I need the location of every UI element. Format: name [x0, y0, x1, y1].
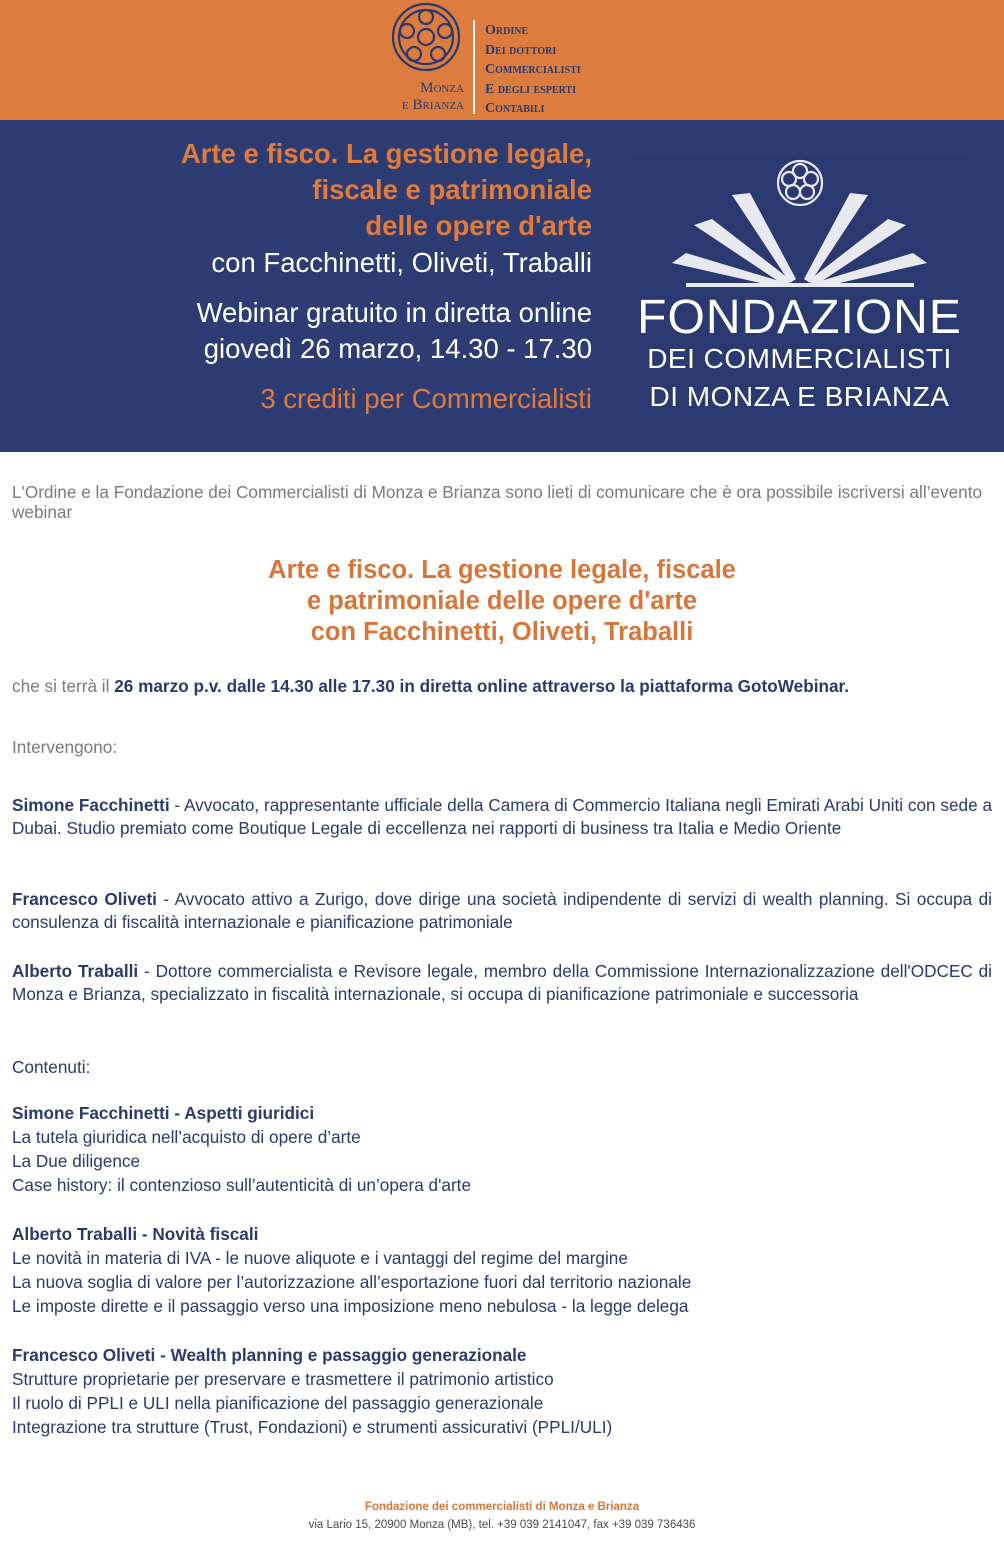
- contents-item: La tutela giuridica nell’acquisto di opere d’arte: [12, 1127, 361, 1147]
- ordine-emblem-icon: [386, 0, 466, 74]
- hero-credits: 3 crediti per Commercialisti: [260, 383, 592, 414]
- contents-item: Le novità in materia di IVA - le nuove aliquote e i vantaggi del regime del margine: [12, 1248, 628, 1268]
- contents-heading: Contenuti:: [12, 1057, 91, 1077]
- event-title: [0, 555, 1004, 648]
- speakers-heading: Intervengono:: [12, 737, 118, 757]
- event-details-prefix: che si terrà il: [12, 676, 115, 696]
- org-line: E degli esperti: [485, 81, 577, 97]
- footer-address: via Lario 15, 20900 Monza (MB), tel. +39 039 2141047, fax +39 039 736436: [308, 1519, 696, 1531]
- speaker-separator: -: [138, 961, 156, 981]
- contents-section: [12, 1344, 992, 1439]
- city-line: Monza: [420, 80, 464, 96]
- org-line: Commercialisti: [485, 62, 581, 77]
- event-details: [12, 675, 992, 697]
- org-line: Contabili: [485, 101, 545, 116]
- header-divider: [473, 20, 475, 114]
- contents-item: Case history: il contenzioso sull’autenticità di un’opera d'arte: [12, 1175, 472, 1195]
- contents-item: Integrazione tra strutture (Trust, Fondazioni) e strumenti assicurativi (PPLI/ULI): [12, 1417, 613, 1437]
- ordine-name: [485, 21, 581, 119]
- hero-text: [181, 136, 592, 417]
- contents-section: [12, 1102, 992, 1197]
- contents-section-title: Simone Facchinetti - Aspetti giuridici: [12, 1103, 315, 1123]
- event-title-line: e patrimoniale delle opere d'arte: [306, 587, 698, 615]
- contents-section-title: Alberto Traballi - Novità fiscali: [12, 1224, 259, 1244]
- event-details-date: 26 marzo p.v. dalle 14.30 alle 17.30 in diretta online attraverso la piattaforma GotoWebinar.: [114, 676, 850, 696]
- org-line: Ordine: [485, 23, 529, 38]
- fondazione-name: FONDAZIONE: [637, 291, 962, 344]
- hero-title-line: fiscale e patrimoniale: [312, 174, 592, 205]
- speaker-name: Francesco Oliveti: [12, 889, 157, 909]
- open-book-icon: [672, 155, 927, 291]
- header-banner: [0, 0, 1004, 120]
- contents-section-title: Francesco Oliveti - Wealth planning e passaggio generazionale: [12, 1345, 527, 1365]
- speaker-separator: -: [156, 889, 175, 909]
- speaker-name: Alberto Traballi: [12, 961, 139, 981]
- hero-speakers: con Facchinetti, Oliveti, Traballi: [211, 247, 592, 278]
- event-title-line: Arte e fisco. La gestione legale, fiscale: [268, 556, 736, 584]
- footer-organization: Fondazione dei commercialisti di Monza e Brianza: [364, 1501, 640, 1513]
- contents-item: Le imposte dirette e il passaggio verso una imposizione meno nebulosa - la legge delega: [12, 1296, 689, 1316]
- hero-title-line: Arte e fisco. La gestione legale,: [180, 138, 592, 169]
- fondazione-subtitle: DEI COMMERCIALISTI: [647, 343, 952, 374]
- fondazione-subtitle: DI MONZA E BRIANZA: [649, 381, 950, 412]
- speaker-bio-text: Avvocato attivo a Zurigo, dove dirige una società indipendente di servizi di wealth planning. Si occupa di consulenza di fiscalità internazionale e pianificazione patrimoniale: [12, 889, 992, 932]
- speaker-bio: [12, 960, 992, 1006]
- contents-item: La Due diligence: [12, 1151, 141, 1171]
- fondazione-logo: [632, 155, 967, 431]
- hero-webinar-line: giovedì 26 marzo, 14.30 - 17.30: [203, 333, 592, 364]
- speaker-bio: [12, 888, 992, 934]
- hero-webinar-info: [181, 295, 592, 367]
- event-title-line: con Facchinetti, Oliveti, Traballi: [310, 618, 694, 646]
- speaker-name: Simone Facchinetti: [12, 795, 170, 815]
- city-line: e Brianza: [401, 97, 464, 113]
- ordine-city: [364, 80, 464, 114]
- intro-text: L'Ordine e la Fondazione dei Commercialisti di Monza e Brianza sono lieti di comunicare che è ora possibile iscriversi all’evento webinar: [12, 482, 983, 522]
- hero-webinar-line: Webinar gratuito in diretta online: [196, 297, 592, 328]
- speaker-bio-text: Dottore commercialista e Revisore legale, membro della Commissione Internazionalizzazione dell'ODCEC di Monza e Brianza, specializzato in fiscalità internazionale, si occupa di pianificazione patrimoniale e successoria: [12, 961, 992, 1004]
- hero-title-line: delle opere d'arte: [365, 210, 592, 241]
- org-line: Dei dottori: [485, 42, 557, 58]
- contents-section: [12, 1223, 992, 1318]
- contents-item: Il ruolo di PPLI e ULI nella pianificazione del passaggio generazionale: [12, 1393, 544, 1413]
- contents-item: La nuova soglia di valore per l’autorizzazione all’esportazione fuori dal territorio nazionale: [12, 1272, 692, 1292]
- contents-item: Strutture proprietarie per preservare e trasmettere il patrimonio artistico: [12, 1369, 554, 1389]
- speaker-bio-text: Avvocato, rappresentante ufficiale della Camera di Commercio Italiana negli Emirati Arabi Uniti con sede a Dubai. Studio premiato come Boutique Legale di eccellenza nei rapporti di business tra Italia e Medio Oriente: [12, 795, 993, 838]
- speaker-bio: [12, 794, 992, 840]
- speaker-separator: -: [169, 795, 185, 815]
- hero-title: [181, 136, 592, 244]
